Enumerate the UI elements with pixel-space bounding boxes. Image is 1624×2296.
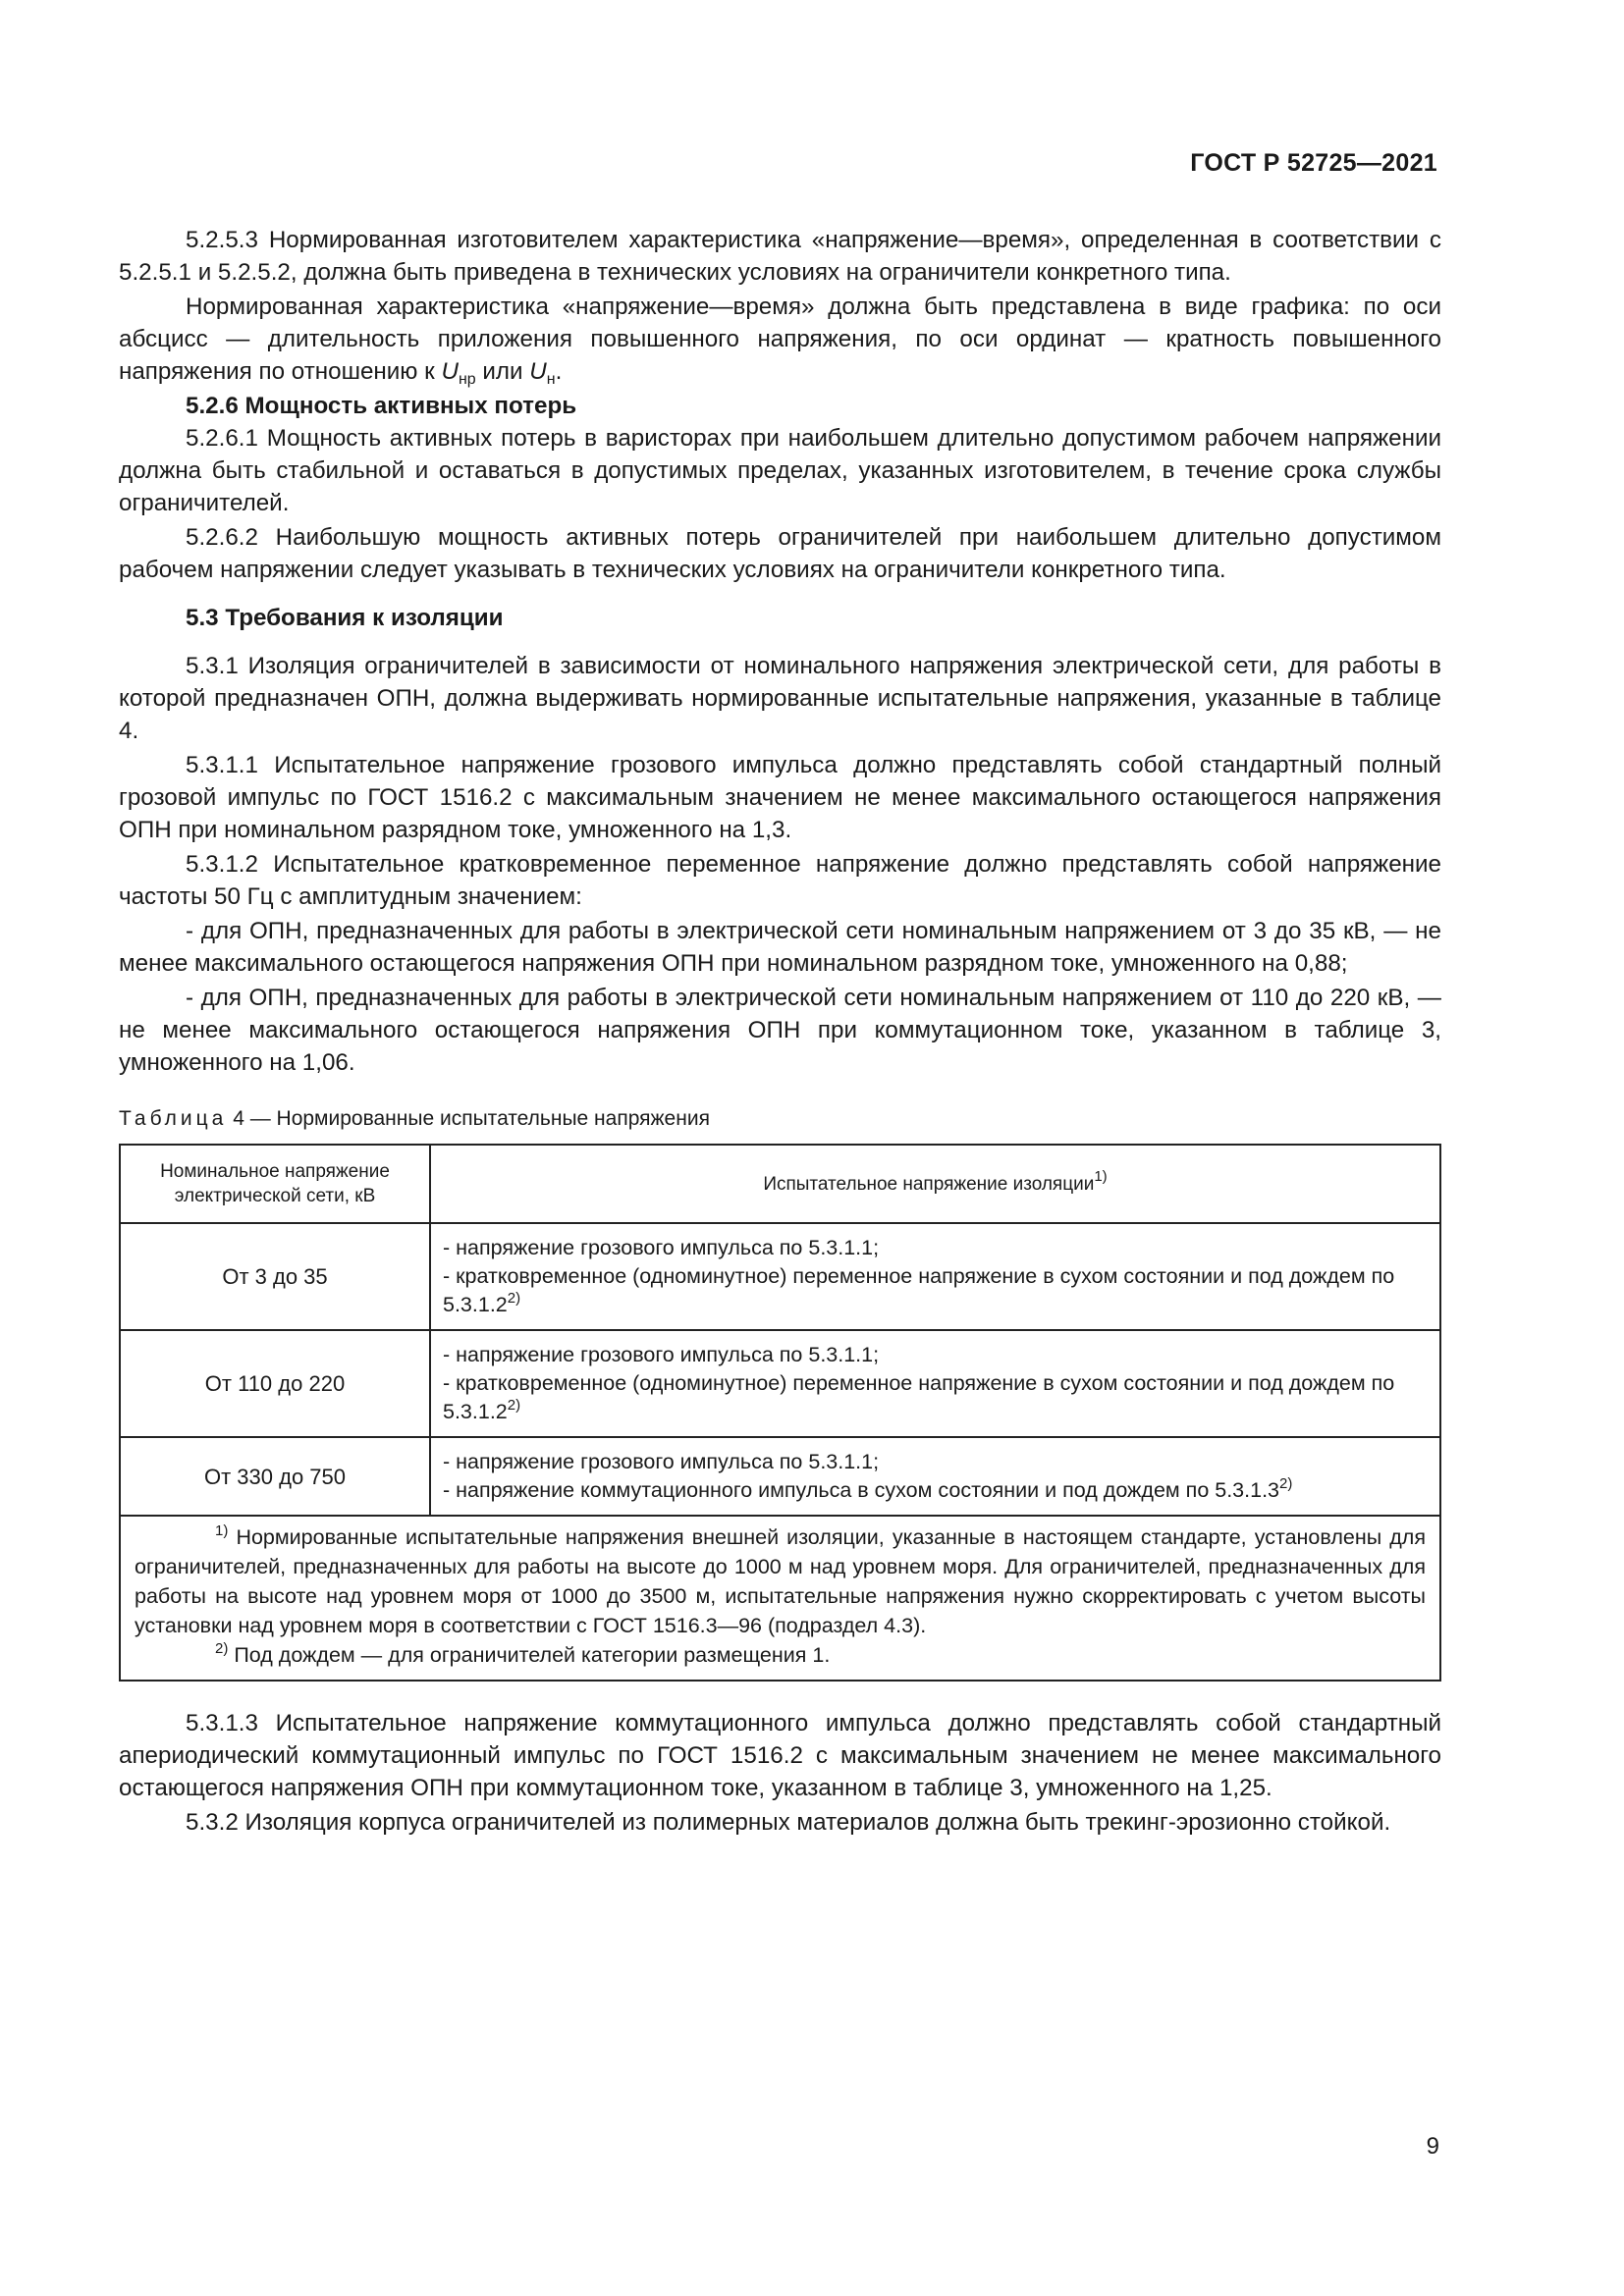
after-table-section	[119, 1707, 1441, 1839]
table-row	[120, 1330, 1440, 1437]
paragraph-5-3-1-1: 5.3.1.1 Испытательное напряжение грозового импульса должно представлять собой стандартный полный грозовой импульс по ГОСТ 1516.2 с максимальным значением не менее максимального остающегося напряжения ОПН при номинальном разрядном токе, умноженного на 1,3.	[119, 752, 1441, 843]
test-voltage-line	[443, 1262, 1428, 1319]
paragraph-5-3-2: 5.3.2 Изоляция корпуса ограничителей из полимерных материалов должна быть трекинг-эрозионно стойкой.	[186, 1809, 1391, 1836]
table-row	[120, 1437, 1440, 1516]
test-voltage-cell	[430, 1223, 1440, 1330]
footnote-mark: 2)	[215, 1640, 229, 1657]
subscript-n: н	[546, 371, 556, 388]
symbol-u-n: U	[529, 358, 547, 385]
subscript-nr: нр	[458, 371, 476, 388]
paragraph-5-2-6-1: 5.2.6.1 Мощность активных потерь в варисторах при наибольшем длительно допустимом рабочем напряжении должна быть стабильной и оставаться в допустимых пределах, указанных изготовителем, в течение срока службы ограничителей.	[119, 425, 1441, 516]
column-header-test-voltage	[430, 1145, 1440, 1223]
test-voltage-line	[443, 1369, 1428, 1426]
paragraph-dash-110-220kv: - для ОПН, предназначенных для работы в электрической сети номинальным напряжением от 110 до 220 кВ, — не менее максимального остающегося напряжения ОПН при коммутационном токе, указанном в таблице 3, умноженного на 1,06.	[119, 985, 1441, 1076]
document-code: ГОСТ Р 52725—2021	[1190, 149, 1437, 177]
column-header-nominal-voltage: Номинальное напряжение электрической сети, кВ	[120, 1145, 430, 1223]
footnote-ref: 1)	[1094, 1167, 1108, 1185]
heading-5-2-6: 5.2.6 Мощность активных потерь	[186, 393, 577, 419]
test-voltages-table	[119, 1144, 1441, 1682]
page-number: 9	[1426, 2133, 1439, 2160]
table-notes	[120, 1516, 1440, 1681]
test-voltage-line	[443, 1476, 1428, 1505]
paragraph-5-3-1-2: 5.3.1.2 Испытательное кратковременное переменное напряжение должно представлять собой напряжение частоты 50 Гц с амплитудным значением:	[119, 851, 1441, 910]
test-voltage-line-text: - кратковременное (одноминутное) переменное напряжение в сухом состоянии и под дождем по 5.3.1.2	[443, 1264, 1395, 1316]
table-row	[120, 1223, 1440, 1330]
heading-5-3: 5.3 Требования к изоляции	[186, 605, 504, 631]
test-voltage-cell	[430, 1437, 1440, 1516]
word-or: или	[482, 358, 523, 385]
paragraph-5-2-6-2: 5.2.6.2 Наибольшую мощность активных потерь ограничителей при наибольшем длительно допустимом рабочем напряжении следует указывать в технических условиях на ограничители конкретного типа.	[119, 524, 1441, 583]
paragraph-voltage-time-characteristic	[119, 291, 1441, 388]
period: .	[555, 358, 563, 385]
footnote-mark: 1)	[215, 1522, 229, 1539]
paragraph-5-2-5-3: 5.2.5.3 Нормированная изготовителем характеристика «напряжение—время», определенная в соответствии с 5.2.5.1 и 5.2.5.2, должна быть приведена в технических условиях на ограничители конкретного типа.	[119, 227, 1441, 286]
footnote-text: Нормированные испытательные напряжения внешней изоляции, указанные в настоящем стандарте, установлены для ограничителей, предназначенных для работы на высоте до 1000 м над уровнем моря. Для ограничителей, предназначенных для работы на высоте над уровнем моря от 1000 до 3500 м, испытательные напряжения нужно скорректировать с учетом высоты установки над уровнем моря в соответствии с ГОСТ 1516.3—96 (подраздел 4.3).	[135, 1525, 1426, 1637]
page-content	[119, 224, 1441, 1841]
voltage-time-text: Нормированная характеристика «напряжение—время» должна быть представлена в виде графика: по оси абсцисс — длительность приложения повышенного напряжения, по оси ординат — кратность повышенного напряжения по отношению к	[119, 294, 1441, 385]
test-voltage-cell	[430, 1330, 1440, 1437]
footnote-ref: 2)	[507, 1397, 521, 1414]
paragraph-5-3-1-3: 5.3.1.3 Испытательное напряжение коммутационного импульса должно представлять собой стандартный апериодический коммутационный импульс по ГОСТ 1516.2 с максимальным значением не менее максимального остающегося напряжения ОПН при коммутационном токе, указанном в таблице 3, умноженного на 1,25.	[119, 1710, 1441, 1801]
test-voltage-line-text: - кратковременное (одноминутное) переменное напряжение в сухом состоянии и под дождем по 5.3.1.2	[443, 1371, 1395, 1423]
table-caption-title: 4 — Нормированные испытательные напряжения	[233, 1107, 710, 1130]
paragraph-dash-3-35kv: - для ОПН, предназначенных для работы в электрической сети номинальным напряжением от 3 до 35 кВ, — не менее максимального остающегося напряжения ОПН при номинальном разрядном токе, умноженного на 0,88;	[119, 918, 1441, 977]
table-caption-word: Таблица	[119, 1107, 228, 1130]
test-voltage-line: - напряжение грозового импульса по 5.3.1.1;	[443, 1450, 880, 1473]
nominal-voltage-cell: От 330 до 750	[120, 1437, 430, 1516]
test-voltage-line: - напряжение грозового импульса по 5.3.1.1;	[443, 1343, 880, 1366]
nominal-voltage-cell: От 110 до 220	[120, 1330, 430, 1437]
table-notes-row	[120, 1516, 1440, 1681]
table-footnote-1	[135, 1522, 1426, 1640]
table-header-row	[120, 1145, 1440, 1223]
column-header-test-voltage-label: Испытательное напряжение изоляции	[763, 1173, 1095, 1195]
test-voltage-line: - напряжение грозового импульса по 5.3.1.1;	[443, 1236, 880, 1259]
paragraph-5-3-1: 5.3.1 Изоляция ограничителей в зависимости от номинального напряжения электрической сети, для работы в которой предназначен ОПН, должна выдерживать нормированные испытательные напряжения, указанные в таблице 4.	[119, 653, 1441, 744]
footnote-text: Под дождем — для ограничителей категории размещения 1.	[234, 1643, 831, 1667]
footnote-ref: 2)	[1279, 1475, 1293, 1492]
table-caption	[119, 1104, 1441, 1134]
test-voltage-line-text: - напряжение коммутационного импульса в сухом состоянии и под дождем по 5.3.1.3	[443, 1478, 1280, 1502]
symbol-u-nr: U	[441, 358, 459, 385]
nominal-voltage-cell: От 3 до 35	[120, 1223, 430, 1330]
table-footnote-2	[135, 1640, 1426, 1670]
footnote-ref: 2)	[507, 1290, 521, 1307]
